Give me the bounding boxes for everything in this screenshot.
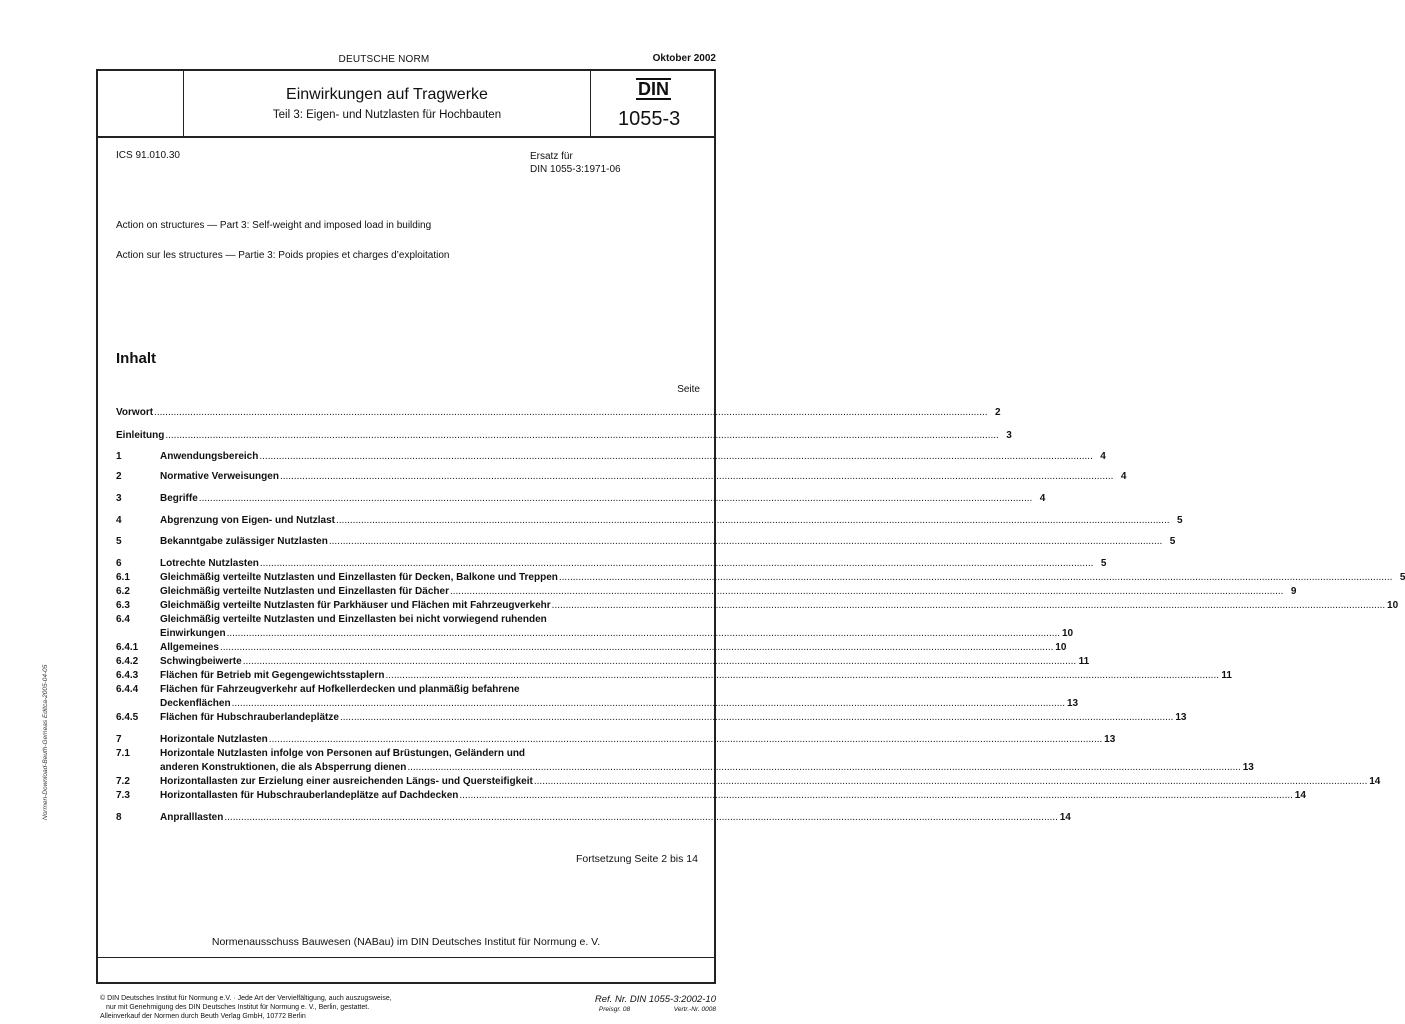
- toc-entry-page: 5: [1100, 558, 1107, 569]
- toc-entry-label: Schwingbeiwerte: [160, 656, 242, 667]
- toc-entry-number: 2: [116, 471, 122, 482]
- toc-entry-label: Lotrechte Nutzlasten: [160, 558, 259, 569]
- document-subtitle: Teil 3: Eigen- und Nutzlasten für Hochbauten: [272, 109, 502, 121]
- toc-entry-label: Einwirkungen: [160, 628, 226, 639]
- toc-entry-label: Horizontallasten für Hubschrauberlandeplätze auf Dachdecken: [160, 790, 459, 801]
- toc-entry-number: 4: [116, 515, 122, 526]
- toc-entry-number: 7.3: [116, 790, 130, 801]
- toc-leader-dots: ............................................................................................................................................................................................................................................................................................................: [551, 600, 1386, 611]
- norm-label: DEUTSCHE NORM: [338, 54, 430, 65]
- toc-entry[interactable]: [116, 667, 1232, 681]
- toc-entry-label: Einleitung: [116, 430, 165, 441]
- toc-entry-number: 6.4.4: [116, 684, 139, 695]
- toc-page-label: Seite: [677, 384, 700, 395]
- toc-entry-number: 6.4.2: [116, 656, 139, 667]
- toc-entry[interactable]: [116, 809, 1071, 823]
- toc-entry[interactable]: [116, 681, 700, 695]
- price-info: [599, 1006, 716, 1013]
- toc-entry[interactable]: [116, 597, 1399, 611]
- document-frame: [96, 69, 716, 984]
- title-english: Action on structures — Part 3: Self-weight and imposed load in building: [116, 220, 432, 231]
- toc-entry-label: Flächen für Betrieb mit Gegengewichtsstaplern: [160, 670, 385, 681]
- toc-entry[interactable]: [116, 639, 1067, 653]
- toc-entry-page: 11: [1078, 656, 1090, 667]
- toc-entry[interactable]: [116, 490, 1046, 504]
- toc-entry[interactable]: [116, 533, 1176, 547]
- title-french: Action sur les structures — Partie 3: Poids propies et charges d’exploitation: [116, 250, 450, 261]
- toc-entry-label: anderen Konstruktionen, die als Absperrung dienen: [160, 762, 407, 773]
- toc-leader-dots: ............................................................................................................................................................................................................................................................................................................: [165, 430, 999, 441]
- copyright-notice: [100, 994, 520, 1021]
- toc-entry-label: Horizontale Nutzlasten infolge von Personen auf Brüstungen, Geländern und: [160, 748, 526, 759]
- toc-entry-page: 13: [1066, 698, 1079, 709]
- toc-leader-dots: ............................................................................................................................................................................................................................................................................................................: [259, 451, 1093, 462]
- toc-leader-dots: ............................................................................................................................................................................................................................................................................................................: [459, 790, 1293, 801]
- toc-entry[interactable]: [116, 569, 1405, 583]
- toc-leader-dots: ............................................................................................................................................................................................................................................................................................................: [219, 642, 1054, 653]
- toc-entry-label: Anpralllasten: [160, 812, 224, 823]
- toc-leader-dots: ............................................................................................................................................................................................................................................................................................................: [533, 776, 1368, 787]
- toc-entry-label: Bekanntgabe zulässiger Nutzlasten: [160, 536, 328, 547]
- toc-leader-dots: ............................................................................................................................................................................................................................................................................................................: [385, 670, 1219, 681]
- toc-entry-label: Gleichmäßig verteilte Nutzlasten und Einzellasten für Decken, Balkone und Treppen: [160, 572, 558, 583]
- toc-entry-label: Gleichmäßig verteilte Nutzlasten für Parkhäuser und Flächen mit Fahrzeugverkehr: [160, 600, 551, 611]
- ics-code: ICS 91.010.30: [116, 150, 180, 161]
- toc-leader-dots: ............................................................................................................................................................................................................................................................................................................: [339, 712, 1174, 723]
- toc-entry[interactable]: [116, 625, 1074, 639]
- toc-entry[interactable]: [116, 709, 1187, 723]
- toc-entry-page: 13: [1242, 762, 1254, 773]
- toc-entry-label: Vorwort: [116, 407, 154, 418]
- toc-leader-dots: ............................................................................................................................................................................................................................................................................................................: [198, 493, 1033, 504]
- toc-entry-label: Anwendungsbereich: [160, 451, 259, 462]
- toc-heading: Inhalt: [116, 350, 156, 367]
- toc-entry-page: 14: [1059, 812, 1071, 823]
- toc-entry-label: Begriffe: [160, 493, 198, 504]
- toc-entry[interactable]: [116, 583, 1297, 597]
- toc-entry[interactable]: [116, 653, 1090, 667]
- replacement-value: DIN 1055-3:1971-06: [530, 164, 621, 175]
- header-divider-right: [590, 69, 591, 137]
- replacement-label: Ersatz für: [530, 151, 573, 162]
- toc-entry-number: 8: [116, 812, 122, 823]
- toc-entry[interactable]: [116, 404, 1001, 418]
- toc-entry[interactable]: [116, 695, 1079, 709]
- toc-entry-number: 7.2: [116, 776, 130, 787]
- toc-entry[interactable]: [116, 773, 1381, 787]
- toc-entry[interactable]: [116, 448, 1106, 462]
- vertrieb-number: Vertr.-Nr. 0008: [673, 1006, 716, 1013]
- toc-entry-number: 1: [116, 451, 122, 462]
- toc-entry-page: 14: [1369, 776, 1381, 787]
- toc-entry-page: 5: [1169, 536, 1176, 547]
- replacement-note: [530, 150, 621, 176]
- toc-entry-number: 6.4.3: [116, 670, 139, 681]
- toc-leader-dots: ............................................................................................................................................................................................................................................................................................................: [226, 628, 1061, 639]
- toc-leader-dots: ............................................................................................................................................................................................................................................................................................................: [407, 762, 1241, 773]
- toc-entry-label: Normative Verweisungen: [160, 471, 279, 482]
- toc-leader-dots: ............................................................................................................................................................................................................................................................................................................: [449, 586, 1284, 597]
- toc-entry[interactable]: [116, 427, 1012, 441]
- toc-leader-dots: ............................................................................................................................................................................................................................................................................................................: [268, 734, 1103, 745]
- header-divider: [96, 136, 716, 138]
- toc-entry-page: 9: [1290, 586, 1297, 597]
- toc-entry-page: 4: [1039, 493, 1046, 504]
- toc-entry-page: 5: [1399, 572, 1405, 583]
- copyright-line-2: nur mit Genehmigung des DIN Deutsches Institut für Normung e. V., Berlin, gestattet.: [106, 1004, 370, 1011]
- toc-leader-dots: ............................................................................................................................................................................................................................................................................................................: [242, 656, 1077, 667]
- footer-divider: [96, 957, 716, 958]
- continuation-note: Fortsetzung Seite 2 bis 14: [576, 853, 698, 865]
- toc-entry[interactable]: [116, 512, 1183, 526]
- toc-entry-number: 7.1: [116, 748, 130, 759]
- toc-entry-label: Allgemeines: [160, 642, 219, 653]
- toc-entry-label: Gleichmäßig verteilte Nutzlasten und Einzellasten bei nicht vorwiegend ruhenden: [160, 614, 547, 625]
- toc-entry-page: 10: [1387, 600, 1399, 611]
- toc-entry-page: 10: [1061, 628, 1074, 639]
- toc-entry-label: Horizontallasten zur Erzielung einer ausreichenden Längs- und Quersteifigkeit: [160, 776, 533, 787]
- toc-entry[interactable]: [116, 611, 700, 625]
- publication-date: Oktober 2002: [652, 53, 716, 64]
- toc-entry[interactable]: [116, 468, 1127, 482]
- toc-entry-page: 5: [1176, 515, 1183, 526]
- toc-entry[interactable]: [116, 759, 1254, 773]
- toc-entry-label: Flächen für Hubschrauberlandeplätze: [160, 712, 339, 723]
- toc-entry-page: 3: [1006, 430, 1012, 441]
- toc-entry-label: Flächen für Fahrzeugverkehr auf Hofkellerdecken und planmäßig befahrene: [160, 684, 520, 695]
- toc-entry-page: 4: [1120, 471, 1127, 482]
- toc-entry-number: 6.2: [116, 586, 130, 597]
- toc-entry-page: 14: [1294, 790, 1306, 801]
- toc-entry-number: 6.3: [116, 600, 130, 611]
- price-group: Preisgr. 08: [598, 1006, 631, 1013]
- toc-entry[interactable]: [116, 731, 1116, 745]
- toc-entry-number: 6.4.5: [116, 712, 139, 723]
- toc-entry-number: 5: [116, 536, 122, 547]
- copyright-line-1: © DIN Deutsches Institut für Normung e.V. · Jede Art der Vervielfältigung, auch auszugsweise,: [100, 995, 392, 1002]
- toc-entry-number: 7: [116, 734, 122, 745]
- din-logo: DIN: [638, 79, 669, 99]
- toc-entry-label: Deckenflächen: [160, 698, 231, 709]
- toc-entry[interactable]: [116, 745, 700, 759]
- toc-entry-label: Gleichmäßig verteilte Nutzlasten und Einzellasten für Dächer: [160, 586, 449, 597]
- toc-entry-page: 11: [1221, 670, 1232, 681]
- toc-entry[interactable]: [116, 555, 1107, 569]
- toc-leader-dots: ............................................................................................................................................................................................................................................................................................................: [336, 515, 1170, 526]
- toc-entry-page: 10: [1055, 642, 1067, 653]
- toc-entry-page: 4: [1100, 451, 1106, 462]
- toc-leader-dots: ............................................................................................................................................................................................................................................................................................................: [154, 407, 988, 418]
- toc-entry-number: 6: [116, 558, 122, 569]
- toc-leader-dots: ............................................................................................................................................................................................................................................................................................................: [328, 536, 1163, 547]
- side-download-note: Normen-Download-Beuth-Gemeas Editca-2005-04-05: [42, 664, 49, 820]
- standard-number: 1055-3: [618, 108, 681, 130]
- toc-entry-page: 13: [1175, 712, 1187, 723]
- copyright-line-3: Alleinverkauf der Normen durch Beuth Verlag GmbH, 10772 Berlin: [100, 1013, 306, 1020]
- toc-entry-page: 2: [994, 407, 1001, 418]
- committee-line: Normenausschuss Bauwesen (NABau) im DIN Deutsches Institut für Normung e. V.: [211, 936, 601, 948]
- toc-entry-label: Horizontale Nutzlasten: [160, 734, 268, 745]
- reference-number: Ref. Nr. DIN 1055-3:2002-10: [594, 994, 716, 1005]
- toc-entry-number: 6.4.1: [116, 642, 139, 653]
- toc-entry-number: 3: [116, 493, 122, 504]
- toc-leader-dots: ............................................................................................................................................................................................................................................................................................................: [259, 558, 1094, 569]
- toc-leader-dots: ............................................................................................................................................................................................................................................................................................................: [558, 572, 1393, 583]
- document-title: Einwirkungen auf Tragwerke: [286, 86, 488, 103]
- toc-leader-dots: ............................................................................................................................................................................................................................................................................................................: [279, 471, 1114, 482]
- toc-entry-label: Abgrenzung von Eigen- und Nutzlast: [160, 515, 335, 526]
- toc-leader-dots: ............................................................................................................................................................................................................................................................................................................: [231, 698, 1066, 709]
- toc-leader-dots: ............................................................................................................................................................................................................................................................................................................: [224, 812, 1058, 823]
- toc-entry-number: 6.4: [116, 614, 130, 625]
- toc-entry-number: 6.1: [116, 572, 130, 583]
- toc-entry[interactable]: [116, 787, 1306, 801]
- toc-entry-page: 13: [1104, 734, 1116, 745]
